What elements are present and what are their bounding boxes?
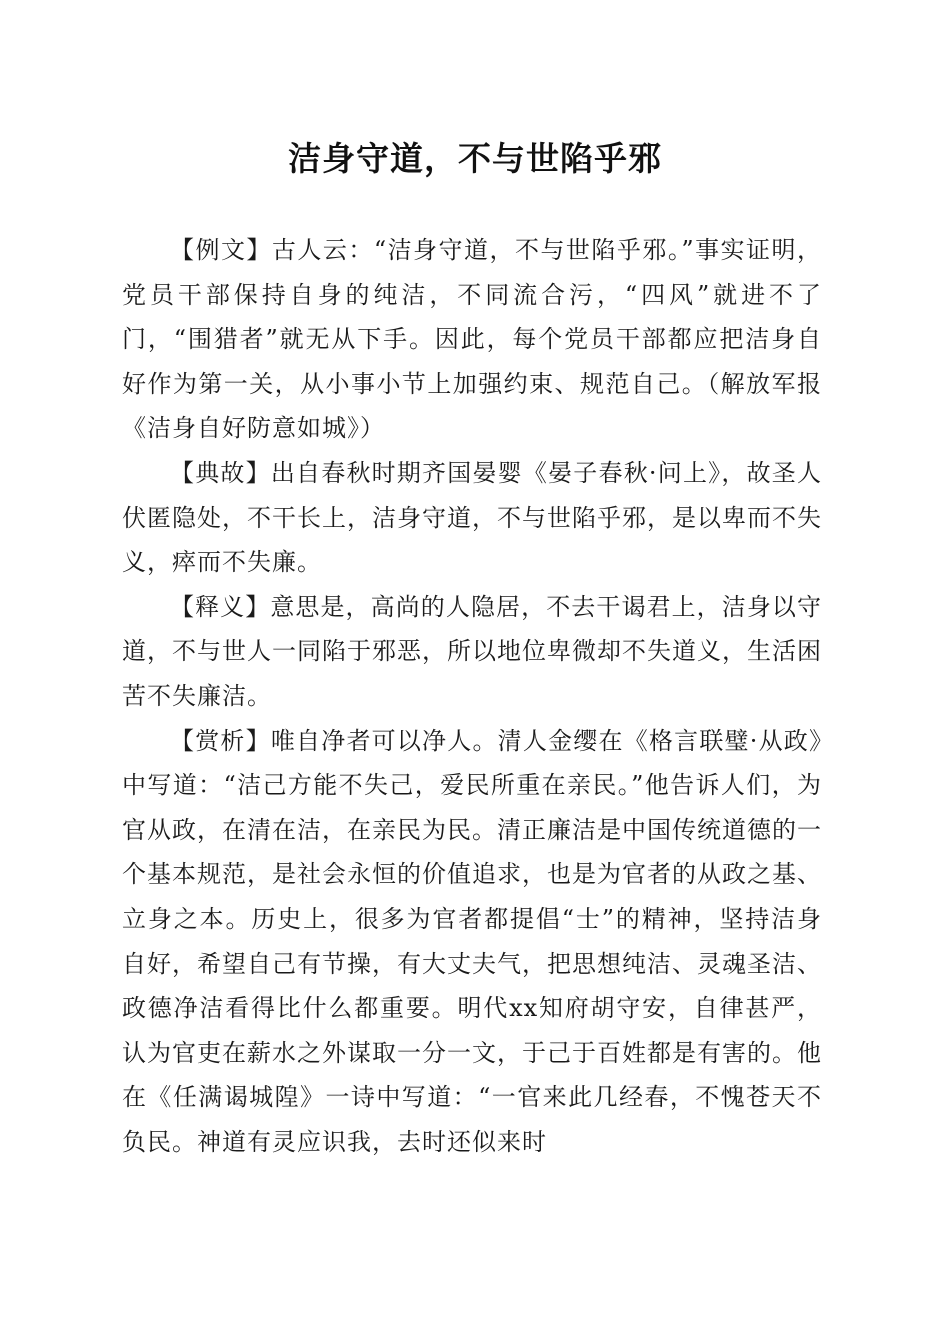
document-body — [122, 228, 822, 1164]
paragraph-allusion: 【典故】出自春秋时期齐国晏婴《晏子春秋·问上》，故圣人伏匿隐处，不干长上，洁身守道，不与世陷乎邪，是以卑而不失义，瘁而不失廉。 — [122, 458, 822, 577]
paragraph-appreciation: 【赏析】唯自净者可以净人。清人金缨在《格言联璧·从政》中写道：“洁己方能不失己，爱民所重在亲民。”他告诉人们，为官从政，在清在洁，在亲民为民。清正廉洁是中国传统道德的一个基本规范，是社会永恒的价值追求，也是为官者的从政之基、立身之本。历史上，很多为官者都提倡“士”的精神，坚持洁身自好，希望自己有节操，有大丈夫气，把思想纯洁、灵魂圣洁、政德净洁看得比什么都重要。明代xx知府胡守安，自律甚严，认为官吏在薪水之外谋取一分一文，于己于百姓都是有害的。他在《任满谒城隍》一诗中写道：“一官来此几经春，不愧苍天不负民。神道有灵应识我，去时还似来时 — [122, 726, 822, 1156]
document-title: 洁身守道，不与世陷乎邪 — [288, 139, 662, 178]
paragraph-interpretation: 【释义】意思是，高尚的人隐居，不去干谒君上，洁身以守道，不与世人一同陷于邪恶，所以地位卑微却不失道义，生活困苦不失廉洁。 — [122, 592, 822, 710]
paragraph-example: 【例文】古人云：“洁身守道，不与世陷乎邪。”事实证明，党员干部保持自身的纯洁，不同流合污，“四风”就进不了门，“围猎者”就无从下手。因此，每个党员干部都应把洁身自好作为第一关，从小事小节上加强约束、规范自己。（解放军报《洁身自好防意如城》） — [122, 236, 822, 443]
